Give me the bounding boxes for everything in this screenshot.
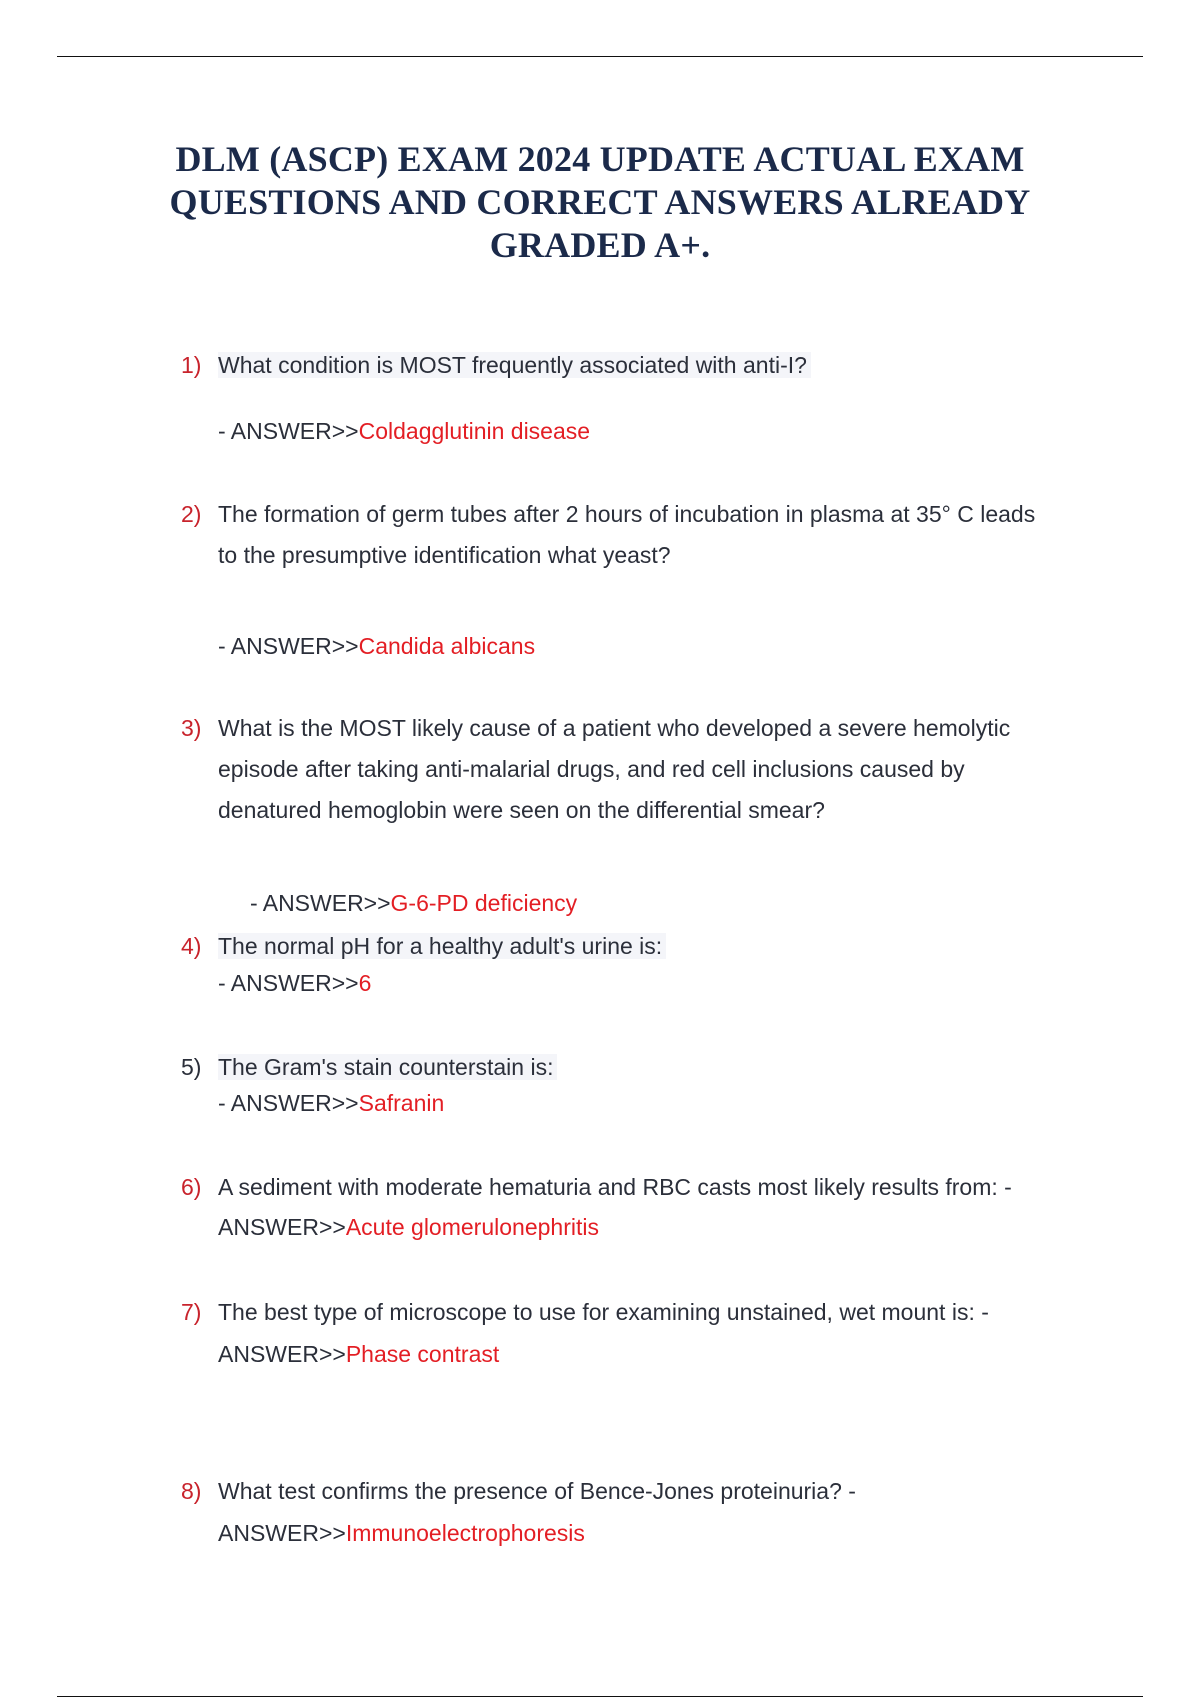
answer-prefix: ANSWER>> — [218, 1520, 346, 1546]
page-title — [150, 138, 1050, 267]
answer-line — [218, 963, 371, 1004]
title-line: QUESTIONS AND CORRECT ANSWERS ALREADY — [169, 182, 1031, 222]
answer-text: Safranin — [358, 1090, 445, 1116]
answer-text: 6 — [358, 970, 372, 996]
answer-line — [218, 626, 535, 667]
answer-prefix: - ANSWER>> — [243, 890, 391, 916]
question-text — [218, 494, 1078, 576]
question-line: What test confirms the presence of Bence-Jones proteinuria? - — [218, 1478, 856, 1504]
question-text — [218, 1167, 1078, 1208]
answer-text: Phase contrast — [345, 1341, 500, 1367]
answer-text: Candida albicans — [358, 633, 536, 659]
question-line: The formation of germ tubes after 2 hours of incubation in plasma at 35° C leads — [218, 501, 1036, 527]
question-line: The Gram's stain counterstain is: — [218, 1054, 557, 1080]
answer-prefix: - ANSWER>> — [218, 418, 359, 444]
answer-prefix: - ANSWER>> — [218, 970, 359, 996]
answer-line — [218, 1083, 444, 1124]
answer-text: Immunoelectrophoresis — [345, 1520, 585, 1546]
question-text — [218, 1292, 1078, 1333]
answer-text: Coldagglutinin disease — [358, 418, 591, 444]
question-line: The normal pH for a healthy adult's urine is: — [218, 933, 666, 959]
question-line: The best type of microscope to use for examining unstained, wet mount is: - — [218, 1299, 989, 1325]
answer-line — [218, 411, 590, 452]
top-rule — [57, 56, 1143, 57]
question-number: 3) — [181, 715, 202, 741]
question-number: 7) — [181, 1299, 202, 1325]
question-line: denatured hemoglobin were seen on the differential smear? — [218, 797, 825, 823]
question-number: 1) — [181, 352, 202, 378]
question-number: 2) — [181, 501, 202, 527]
question-line: episode after taking anti-malarial drugs, and red cell inclusions caused by — [218, 756, 965, 782]
question-text — [218, 926, 1078, 967]
question-text — [218, 708, 1078, 831]
question-line: What is the MOST likely cause of a patient who developed a severe hemolytic — [218, 715, 1011, 741]
title-line: DLM (ASCP) EXAM 2024 UPDATE ACTUAL EXAM — [175, 139, 1025, 179]
question-text — [218, 345, 1078, 386]
title-line: GRADED A+. — [489, 225, 711, 265]
answer-prefix: ANSWER>> — [218, 1214, 346, 1240]
answer-line — [218, 1334, 499, 1375]
question-line: to the presumptive identification what yeast? — [218, 542, 671, 568]
question-text — [218, 1047, 1078, 1088]
answer-line — [218, 1207, 599, 1248]
question-line: A sediment with moderate hematuria and RBC casts most likely results from: - — [218, 1174, 1012, 1200]
answer-prefix: - ANSWER>> — [218, 1090, 359, 1116]
question-line: What condition is MOST frequently associated with anti-I? — [218, 352, 811, 378]
question-number: 5) — [181, 1054, 202, 1080]
question-text — [218, 1471, 1078, 1512]
question-number: 4) — [181, 933, 202, 959]
question-number: 8) — [181, 1478, 202, 1504]
answer-text: G-6-PD deficiency — [390, 890, 578, 916]
answer-prefix: ANSWER>> — [218, 1341, 346, 1367]
bottom-rule — [57, 1696, 1143, 1697]
question-number: 6) — [181, 1174, 202, 1200]
answer-line — [218, 1513, 585, 1554]
answer-prefix: - ANSWER>> — [218, 633, 359, 659]
answer-text: Acute glomerulonephritis — [345, 1214, 599, 1240]
